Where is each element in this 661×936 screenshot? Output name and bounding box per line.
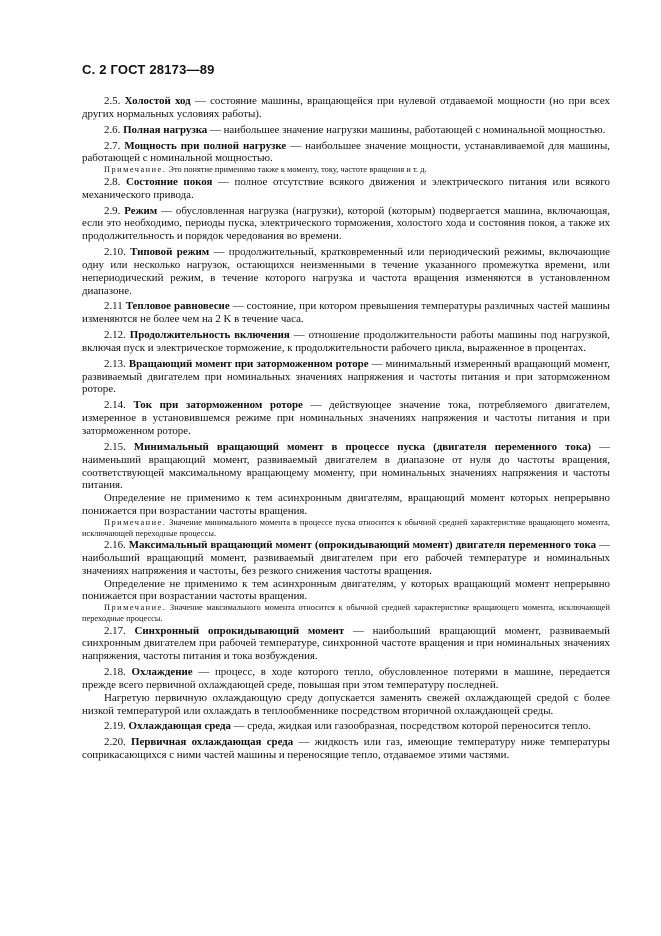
term: Тепловое равновесие [125, 300, 230, 313]
clause-2-7: 2.7. Мощность при полной нагрузке — наибольшее значение мощности, устанавливаемой для машины, работающей с номинальной мощностью. [82, 139, 610, 165]
clause-2-5: 2.5. Холостой ход — состояние машины, вращающейся при нулевой отдаваемой мощности (но при всех других нормальных условиях работы). [82, 95, 610, 120]
clause-2-18: 2.18. Охлаждение — процесс, в ходе которого тепло, обусловленное потерями в машине, передается прежде всего первичной охлаждающей среде, повышая при этом температуру последней. [82, 666, 610, 691]
clause-2-18-remark: Нагретую первичную охлаждающую среду допускается заменять свежей охлаждающей средой с более низкой температурой или охлаждать в теплообменнике посредством вторичной охлаждающей среды. [82, 691, 610, 717]
note-label: Примечание. [104, 165, 167, 175]
term: Состояние покоя [125, 175, 213, 188]
term: Мощность при полной нагрузке [124, 139, 287, 152]
document-body [82, 95, 610, 762]
note-2-15: Примечание. Значение минимального момента в процессе пуска относится к обычной средней характеристике вращающего момента, исключающей переходные процессы. [82, 517, 610, 538]
term: Типовой режим [130, 246, 210, 259]
clause-2-14: 2.14. Ток при заторможенном роторе — действующее значение тока, потребляемого двигателем, измеренное в установившемся режиме при номинальных значениях напряжения и частоты питания и при заторможенном роторе. [82, 399, 610, 437]
clause-2-10: 2.10. Типовой режим — продолжительный, кратковременный или периодический режимы, включающие одну или несколько нагрузок, остающихся неизменными в течение указанного промежутка времени, или непериодический режим, в течение которого нагрузка и частота вращения изменяются в установленном диапазоне. [82, 246, 610, 297]
clause-2-8: 2.8. Состояние покоя — полное отсутствие всякого движения и электрического питания или всякого механического привода. [82, 175, 610, 201]
term: Полная нагрузка [123, 123, 208, 136]
clause-2-15: 2.15. Минимальный вращающий момент в процессе пуска (двигателя переменного тока) — наименьший вращающий момент, развиваемый двигателем в диапазоне от нуля до частоты вращения, соответствующей максимальному вращающему моменту, при номинальных значениях напряжения и частоты питания. [82, 440, 610, 492]
term: Охлаждающая среда [128, 720, 231, 733]
term: Ток при заторможенном роторе [133, 399, 303, 412]
term: Охлаждение [131, 666, 193, 679]
term: Вращающий момент при заторможенном роторе [128, 357, 369, 370]
clause-2-6: 2.6. Полная нагрузка — наибольшее значение нагрузки машины, работающей с номинальной мощностью. [104, 123, 606, 136]
note-label: Примечание. [104, 603, 167, 613]
term: Максимальный вращающий момент (опрокидывающий момент) двигателя переменного тока [128, 539, 597, 552]
term: Синхронный опрокидывающий момент [134, 624, 345, 637]
clause-2-16: 2.16. Максимальный вращающий момент (опрокидывающий момент) двигателя переменного тока — наибольший вращающий момент, развиваемый двигателем при его рабочей температуре и номинальных значениях напряжения и частоты, без резкого снижения частоты вращения. [82, 539, 610, 577]
clause-2-16-remark: Определение не применимо к тем асинхронным двигателям, у которых вращающий момент непрерывно понижается при возрастании частоты вращения. [82, 577, 610, 603]
clause-2-17: 2.17. Синхронный опрокидывающий момент — наибольший вращающий момент, развиваемый синхронным двигателем при рабочей температуре, синхронной частоте вращения и при номинальных значениях напряжения, частоты питания и тока возбуждения. [82, 624, 610, 663]
note-2-16: Примечание. Значение максимального момента относится к обычной средней характеристике вращающего момента, исключающей переходные процессы. [82, 603, 610, 623]
page-header: С. 2 ГОСТ 28173—89 [82, 62, 215, 77]
term: Минимальный вращающий момент в процессе пуска (двигателя переменного тока) [133, 440, 592, 453]
clause-2-15-remark: Определение не применимо к тем асинхронным двигателям, вращающий момент которых непрерывно понижается при возрастании частоты вращения. [82, 492, 610, 518]
term: Режим [124, 204, 158, 217]
clause-2-19: 2.19. Охлаждающая среда — среда, жидкая или газообразная, посредством которой переносится тепло. [104, 720, 591, 733]
note-2-7: Примечание. Это понятие применимо также к моменту, току, частоте вращения и т. д. [104, 165, 427, 175]
note-label: Примечание. [104, 517, 167, 527]
term: Продолжительность включения [129, 329, 290, 342]
clause-2-12: 2.12. Продолжительность включения — отношение продолжительности работы машины под нагрузкой, включая пуск и электрическое торможение, к продолжительности рабочего цикла, выраженное в процентах. [82, 329, 610, 354]
clause-2-11: 2.11 Тепловое равновесие — состояние, при котором превышения температуры различных частей машины изменяются не более чем на 2 K в течение часа. [82, 300, 610, 326]
term: Холостой ход [124, 95, 191, 107]
clause-2-13: 2.13. Вращающий момент при заторможенном роторе — минимальный измеренный вращающий момент, развиваемый двигателем при номинальных значениях напряжения и частоты питания и при заторможенном роторе. [82, 357, 610, 396]
clause-2-9: 2.9. Режим — обусловленная нагрузка (нагрузки), которой (которым) подвергается машина, включающая, если это необходимо, периоды пуска, электрического торможения, холостого хода и состояния покоя, а также их продолжительность и порядок чередования во времени. [82, 204, 610, 243]
term: Первичная охлаждающая среда [131, 736, 294, 749]
clause-2-20: 2.20. Первичная охлаждающая среда — жидкость или газ, имеющие температуру ниже температуры соприкасающихся с ними частей машины и переносящие тепло, отдаваемое этими частями. [82, 736, 611, 762]
